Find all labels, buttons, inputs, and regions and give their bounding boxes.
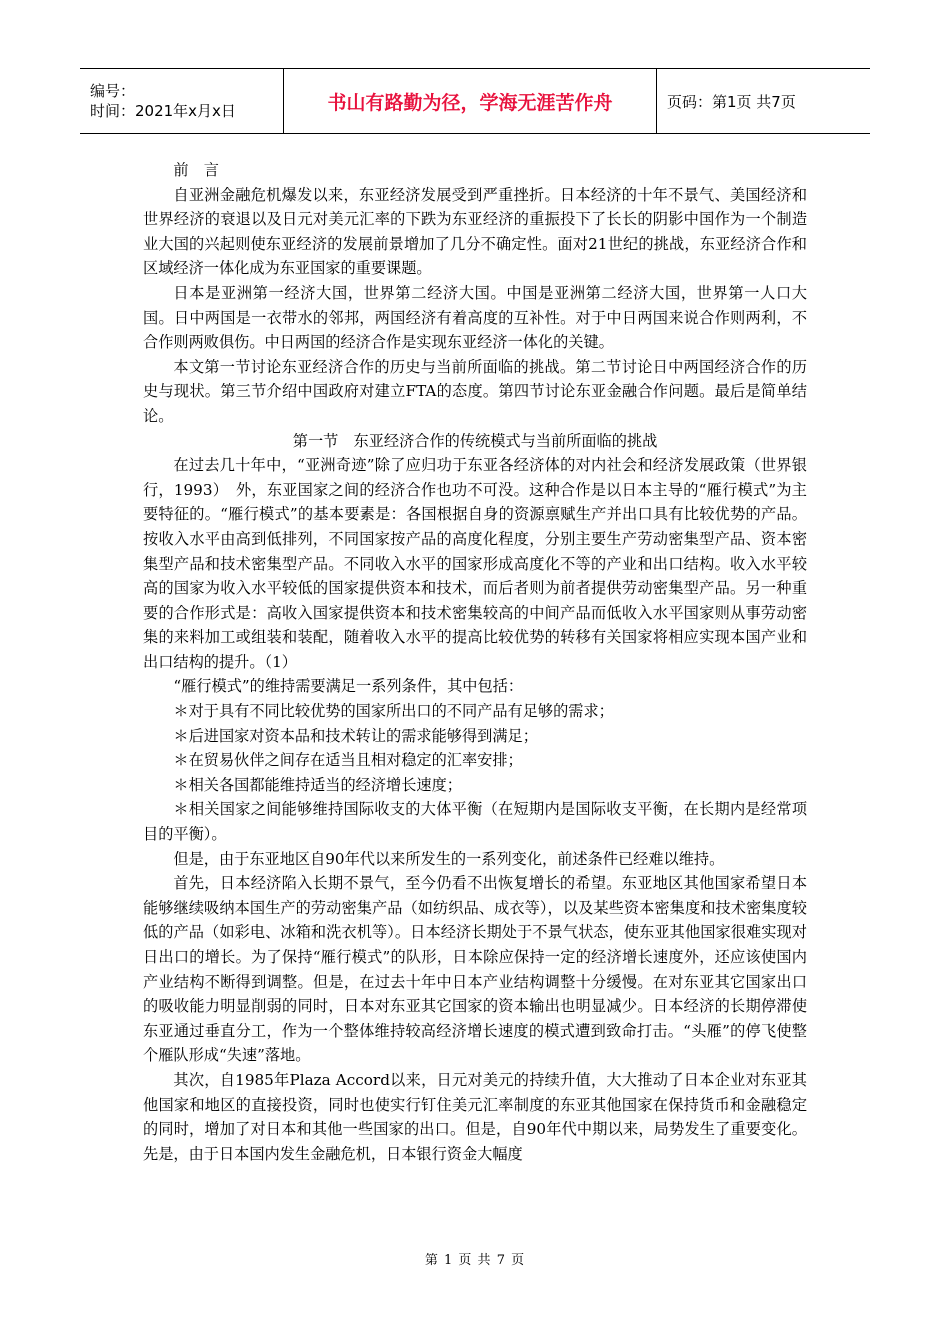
preface-title: 前 言 (173, 161, 219, 179)
header-page-info: 页码：第1页 共7页 (667, 92, 796, 111)
paragraph: “雁行模式”的维持需要满足一系列条件，其中包括： (173, 677, 524, 696)
paragraph: 首先，日本经济陷入长期不景气，至今仍看不出恢复增长的希望。东亚地区其他国家希望日本能够继续吸纳本国生产的劳动密集产品（如纺织品、成衣等），以及某些资本密集度和技术密集度较低的产品（如彩电、冰箱和洗衣机等）。日本经济长期处于不景气状态，使东亚其他国家很难实现对日出口的增长。为了保持“雁行模式”的队形，日本除应保持一定的经济增长速度外，还应该使国内产业结构不断得到调整。但是，在过去十年中日本产业结构调整十分缓慢。在对东亚其它国家出口的吸收能力明显削弱的同时，日本对东亚其它国家的资本输出也明显减少。日本经济的长期停滞使东亚通过垂直分工，作为一个整体维持较高经济增长速度的模式遭到致命打击。“头雁”的停飞使整个雁队形成“失速”落地。 (143, 874, 807, 1065)
paragraph: 在过去几十年中，“亚洲奇迹”除了应归功于东亚各经济体的对内社会和经济发展政策（世界银行，1993） 外，东亚国家之间的经济合作也功不可没。这种合作是以日本主导的“雁行模式”为主要特征的。“雁行模式”的基本要素是：各国根据自身的资源禀赋生产并出口具有比较优势的产品。按收入水平由高到低排列，不同国家按产品的高度化程度，分别主要生产劳动密集型产品、资本密集型产品和技术密集型产品。不同收入水平的国家形成高度化不等的产业和出口结构。收入水平较高的国家为收入水平较低的国家提供资本和技术，而后者则为前者提供劳动密集型产品。另一种重要的合作形式是：高收入国家提供资本和技术密集较高的中间产品而低收入水平国家则从事劳动密集的来料加工或组装和装配，随着收入水平的提高比较优势的转移有关国家将相应实现本国产业和出口结构的提升。（1） (143, 456, 807, 671)
bullet-item: ＊在贸易伙伴之间存在适当且相对稳定的汇率安排； (173, 751, 523, 770)
bullet-item: ＊相关国家之间能够维持国际收支的大体平衡（在短期内是国际收支平衡，在长期内是经常项目的平衡）。 (143, 800, 807, 844)
bullet-item: ＊相关各国都能维持适当的经济增长速度； (173, 775, 462, 794)
bullet-item: ＊后进国家对资本品和技术转让的需求能够得到满足； (173, 726, 538, 745)
header-code-label: 编号： (90, 82, 136, 100)
paragraph: 本文第一节讨论东亚经济合作的历史与当前所面临的挑战。第二节讨论日中两国经济合作的历史与现状。第三节介绍中国政府对建立FTA的态度。第四节讨论东亚金融合作问题。最后是简单结论。 (143, 357, 807, 425)
bullet-item: ＊对于具有不同比较优势的国家所出口的不同产品有足够的需求； (173, 702, 614, 721)
paragraph: 日本是亚洲第一经济大国，世界第二经济大国。中国是亚洲第二经济大国，世界第一人口大国。日中两国是一衣带水的邻邦，两国经济有着高度的互补性。对于中日两国来说合作则两利，不合作则两败俱伤。中日两国的经济合作是实现东亚经济一体化的关键。 (143, 283, 807, 352)
page-footer: 第 1 页 共 7 页 (424, 1253, 526, 1268)
paragraph: 但是，由于东亚地区自90年代以来所发生的一系列变化，前述条件已经难以维持。 (173, 849, 725, 868)
document-body (143, 158, 807, 1166)
paragraph: 自亚洲金融危机爆发以来，东亚经济发展受到严重挫折。日本经济的十年不景气、美国经济和世界经济的衰退以及日元对美元汇率的下跌为东亚经济的重振投下了长长的阴影中国作为一个制造业大国的兴起则使东亚经济的发展前景增加了几分不确定性。面对21世纪的挑战，东亚经济合作和区域经济一体化成为东亚国家的重要课题。 (143, 185, 807, 278)
header-motto: 书山有路勤为径，学海无涯苦作舟 (283, 69, 657, 133)
page-header (80, 68, 870, 134)
paragraph: 其次，自1985年Plaza Accord以来，日元对美元的持续升值，大大推动了日本企业对东亚其他国家和地区的直接投资，同时也使实行钉住美元汇率制度的东亚其他国家在保持货币和金融稳定的同时，增加了对日本和其他一些国家的出口。但是，自90年代中期以来，局势发生了重要变化。先是，由于日本国内发生金融危机，日本银行资金大幅度 (143, 1070, 807, 1163)
section-title: 第一节 东亚经济合作的传统模式与当前所面临的挑战 (292, 431, 658, 450)
header-left (80, 69, 283, 133)
header-date: 时间：2021年x月x日 (90, 102, 236, 120)
